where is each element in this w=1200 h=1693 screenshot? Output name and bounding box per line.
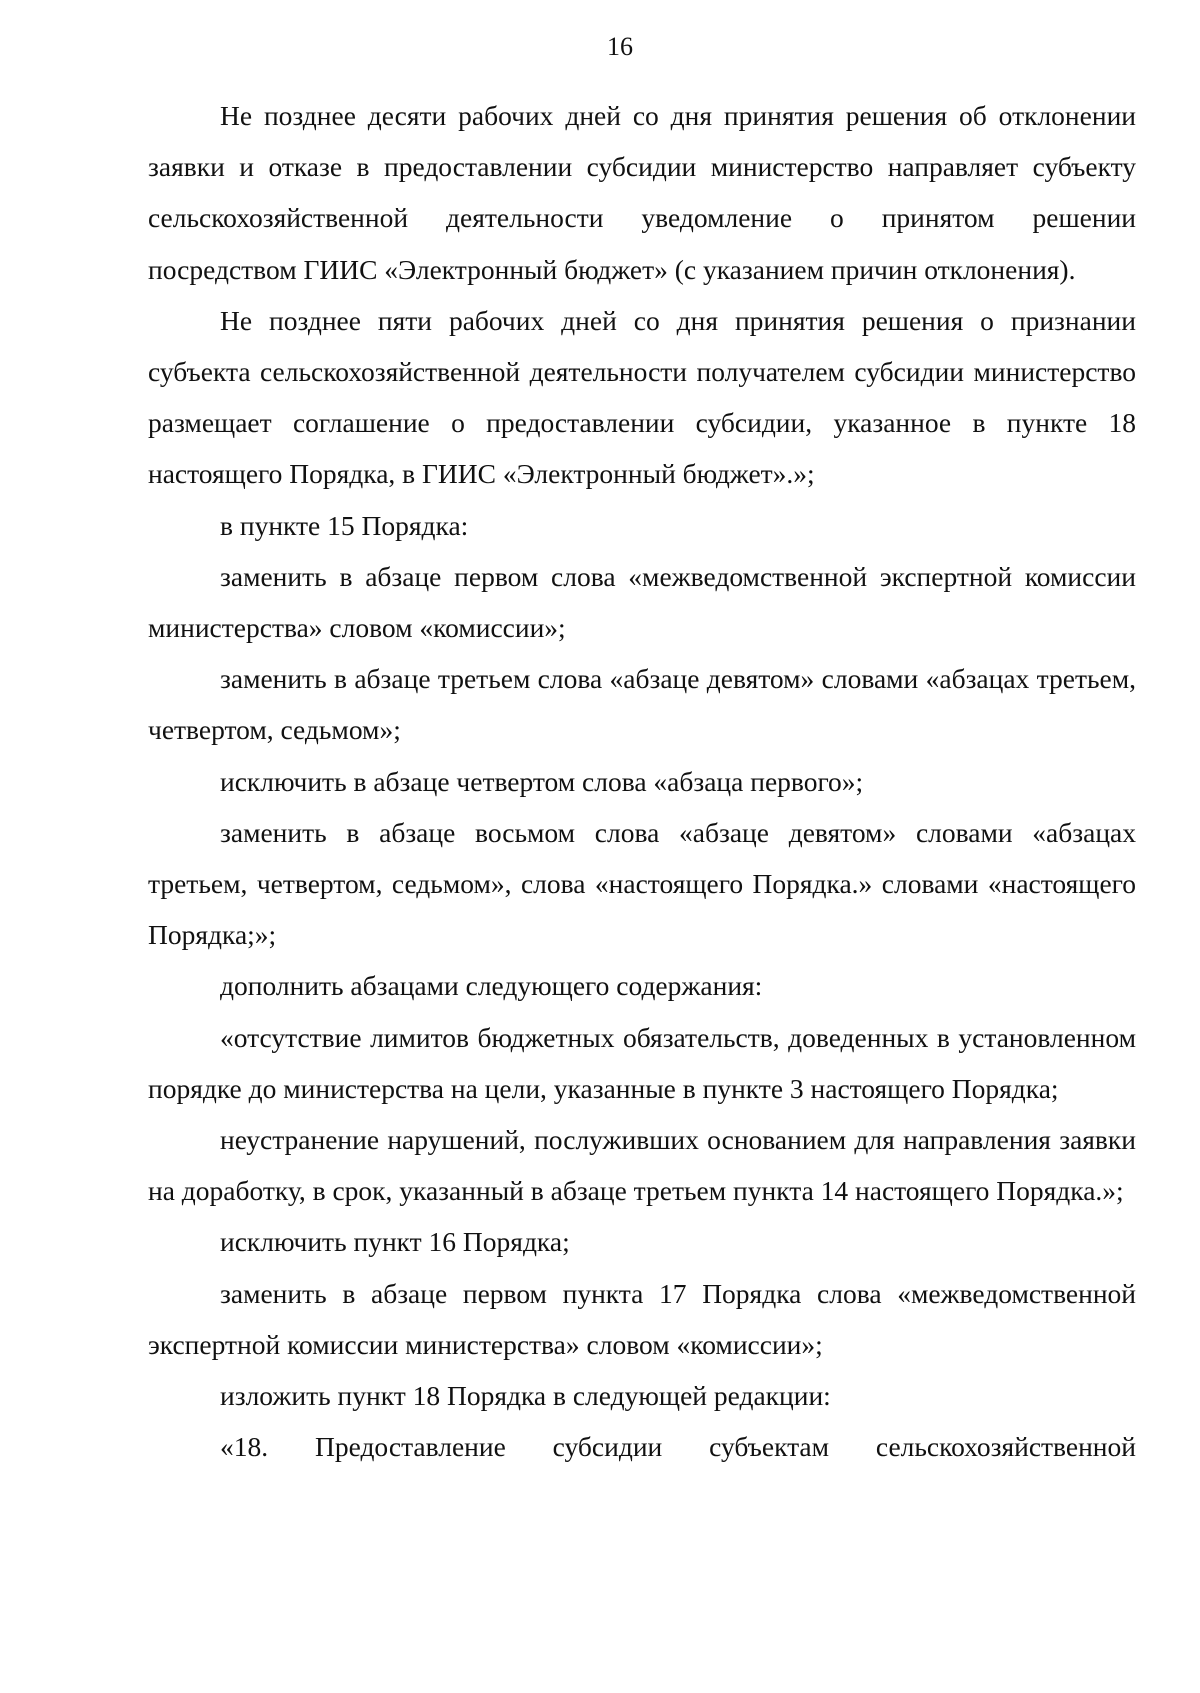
paragraph-exclude-point-16: исключить пункт 16 Порядка; (220, 1226, 570, 1258)
paragraph-add-abzacs: дополнить абзацами следующего содержания: (220, 970, 763, 1002)
paragraph-amend-point-17: заменить в абзаце первом пункта 17 Порядка слова «межведомственной экспертной комиссии министерства» словом «комиссии»; (148, 1277, 1136, 1360)
paragraph-unresolved-violations: неустранение нарушений, послуживших основанием для направления заявки на доработку, в срок, указанный в абзаце третьем пункта 14 настоящего Порядка.»; (148, 1124, 1136, 1207)
paragraph-amend-eighth-abzac: заменить в абзаце восьмом слова «абзаце девятом» словами «абзацах третьем, четвертом, седьмом», слова «настоящего Порядка.» словами «настоящего Порядка;»; (148, 816, 1136, 951)
paragraph-rejection-notice: Не позднее десяти рабочих дней со дня принятия решения об отклонении заявки и отказе в предоставлении субсидии министерство направляет субъекту сельскохозяйственной деятельности уведомление о принятом решении посредством ГИИС «Электронный бюджет» (с указанием причин отклонения). (148, 100, 1136, 285)
paragraph-lack-of-limits: «отсутствие лимитов бюджетных обязательств, доведенных в установленном порядке до министерства на цели, указанные в пункте 3 настоящего Порядка; (148, 1021, 1136, 1104)
paragraph-point-18-start: «18. Предоставление субсидии субъектам сельскохозяйственной (220, 1431, 1136, 1463)
paragraph-exclude-fourth-abzac: исключить в абзаце четвертом слова «абзаца первого»; (220, 765, 864, 797)
document-body (148, 90, 1136, 1472)
paragraph-point-15: в пункте 15 Порядка: (220, 509, 469, 541)
paragraph-amend-third-abzac: заменить в абзаце третьем слова «абзаце девятом» словами «абзацах третьем, четвертом, седьмом»; (148, 663, 1136, 746)
paragraph-agreement-placement: Не позднее пяти рабочих дней со дня принятия решения о признании субъекта сельскохозяйственной деятельности получателем субсидии министерство размещает соглашение о предоставлении субсидии, указанное в пункте 18 настоящего Порядка, в ГИИС «Электронный бюджет».»; (148, 304, 1136, 490)
page-number: 16 (607, 32, 633, 61)
paragraph-restate-point-18: изложить пункт 18 Порядка в следующей редакции: (220, 1380, 831, 1412)
paragraph-amend-first-abzac: заменить в абзаце первом слова «межведомственной экспертной комиссии министерства» словом «комиссии»; (148, 560, 1136, 644)
